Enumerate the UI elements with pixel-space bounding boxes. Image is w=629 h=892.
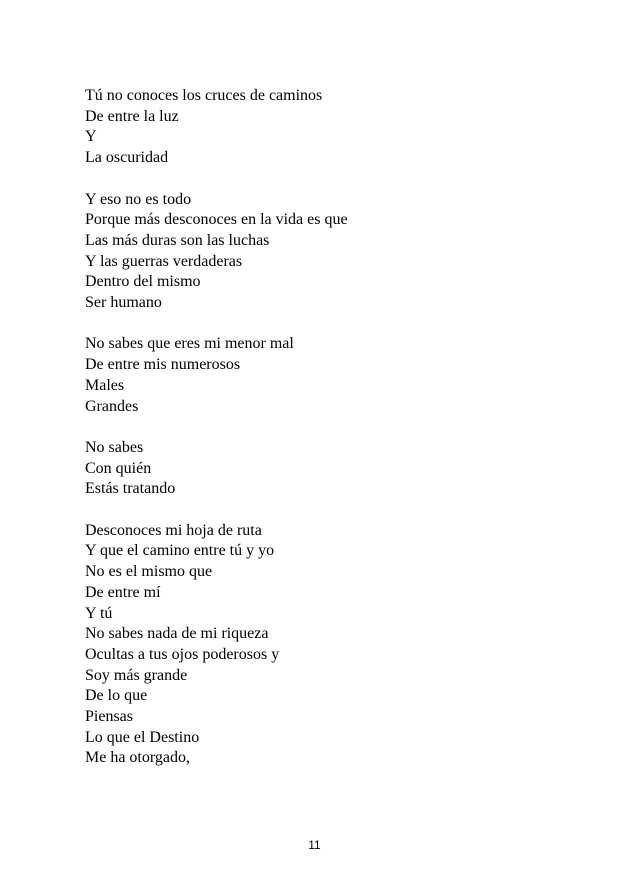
poem-line: Y	[85, 128, 97, 146]
stanza-3	[85, 334, 605, 417]
stanza-5	[85, 521, 605, 769]
poem-line: Y eso no es todo	[85, 190, 192, 208]
poem-line: Porque más desconoces en la vida es que	[85, 211, 348, 229]
poem-line: Y tú	[85, 604, 113, 622]
poem-line: Me ha otorgado,	[85, 749, 191, 767]
poem-line: Con quién	[85, 459, 152, 477]
poem-line: Y las guerras verdaderas	[85, 252, 243, 270]
stanza-1	[85, 86, 605, 169]
poem-line: No sabes	[85, 438, 144, 456]
stanza-2	[85, 190, 605, 314]
stanza-4	[85, 438, 605, 500]
poem-line: De entre mis numerosos	[85, 356, 241, 374]
page-number: 11	[308, 838, 321, 852]
poem-line: Lo que el Destino	[85, 728, 200, 746]
poem-line: Ocultas a tus ojos poderosos y	[85, 645, 280, 663]
poem-text	[85, 86, 605, 790]
poem-line: Dentro del mismo	[85, 273, 201, 291]
poem-line: Tú no conoces los cruces de caminos	[85, 87, 323, 104]
poem-line: De entre la luz	[85, 107, 179, 125]
poem-line: No sabes que eres mi menor mal	[85, 335, 294, 353]
poem-line: Males	[85, 376, 125, 394]
poem-line: De lo que	[85, 687, 148, 705]
poem-line: Estás tratando	[85, 480, 176, 498]
poem-line: Las más duras son las luchas	[85, 231, 270, 249]
poem-line: No es el mismo que	[85, 563, 213, 581]
poem-line: De entre mí	[85, 583, 161, 601]
poem-line: Y que el camino entre tú y yo	[85, 542, 275, 560]
poem-line: Grandes	[85, 397, 139, 415]
poem-line: Piensas	[85, 708, 133, 726]
poem-line: Desconoces mi hoja de ruta	[85, 521, 262, 539]
poem-line: Ser humano	[85, 294, 162, 312]
poem-line: Soy más grande	[85, 666, 188, 684]
poem-line: La oscuridad	[85, 149, 169, 167]
poem-line: No sabes nada de mi riqueza	[85, 625, 269, 643]
